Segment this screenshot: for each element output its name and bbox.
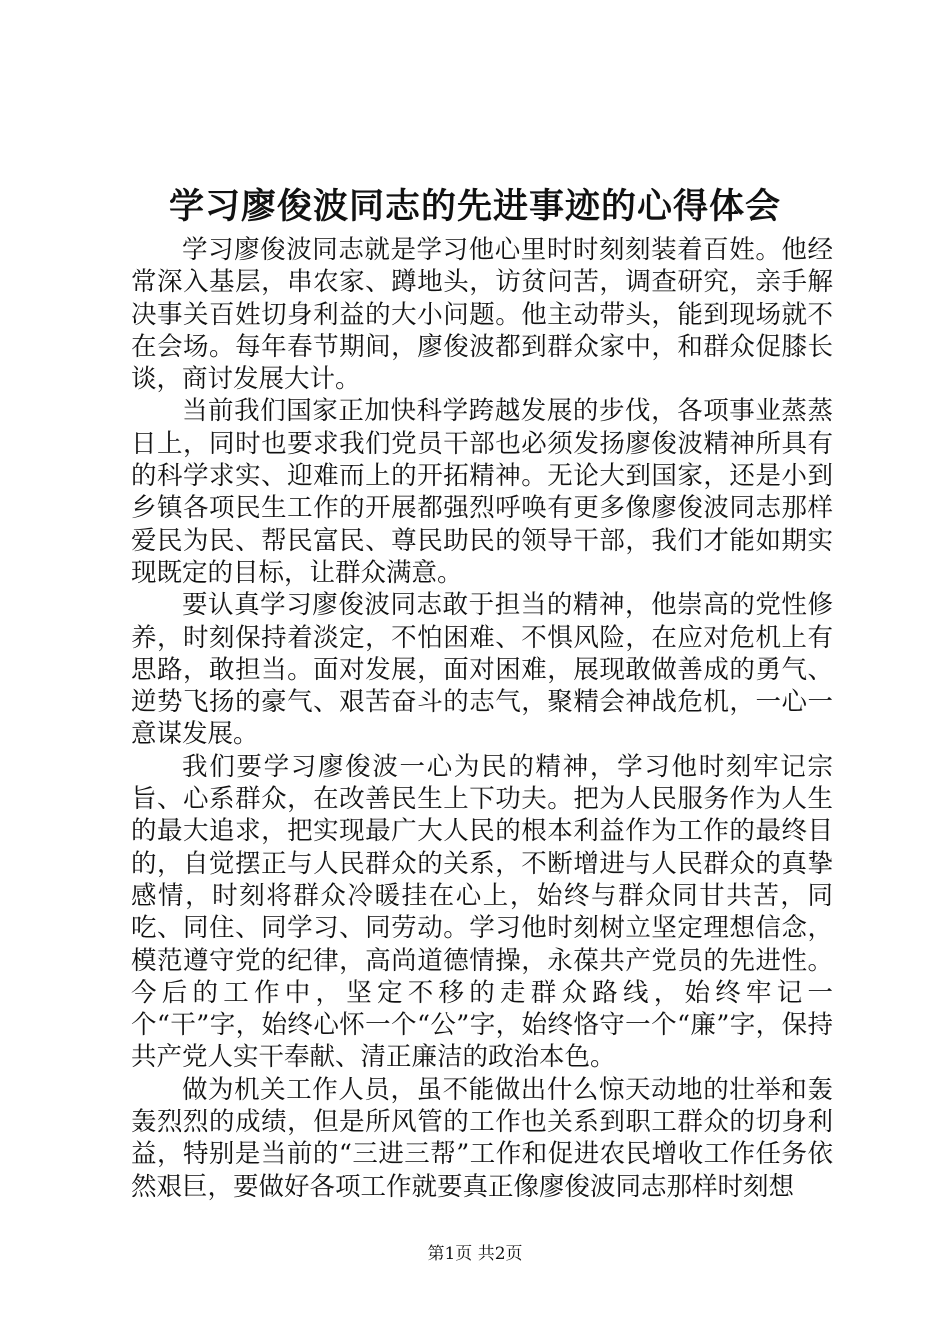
paragraph-2: 当前我们国家正加快科学跨越发展的步伐，各项事业蒸蒸日上，同时也要求我们党员干部也必须发扬廖俊波精神所具有的科学求实、迎难而上的开拓精神。无论大到国家，还是小到乡镇各项民生工作的开展都强烈呼唤有更多像廖俊波同志那样爱民为民、帮民富民、尊民助民的领导干部，我们才能如期实现既定的目标，让群众满意。 — [131, 396, 833, 588]
document-title: 学习廖俊波同志的先进事迹的心得体会 — [168, 186, 781, 227]
paragraph-5: 做为机关工作人员，虽不能做出什么惊天动地的壮举和轰轰烈烈的成绩，但是所风管的工作也关系到职工群众的切身利益，特别是当前的“三进三帮”工作和促进农民增收工作任务依然艰巨，要做好各项工作就要真正像廖俊波同志那样时刻想 — [131, 1074, 833, 1202]
paragraph-4: 我们要学习廖俊波一心为民的精神，学习他时刻牢记宗旨、心系群众，在改善民生上下功夫。把为人民服务作为人生的最大追求，把实现最广大人民的根本利益作为工作的最终目的，自觉摆正与人民群众的关系，不断增进与人民群众的真挚感情，时刻将群众冷暖挂在心上，始终与群众同甘共苦，同吃、同住、同学习、同劳动。学习他时刻树立坚定理想信念，模范遵守党的纪律，高尚道德情操，永葆共产党员的先进性。今后的工作中，坚定不移的走群众路线，始终牢记一个“干”字，始终心怀一个“公”字，始终恪守一个“廉”字，保持共产党人实干奉献、清正廉洁的政治本色。 — [131, 751, 833, 1073]
paragraph-1: 学习廖俊波同志就是学习他心里时时刻刻装着百姓。他经常深入基层，串农家、蹲地头，访贫问苦，调查研究，亲手解决事关百姓切身利益的大小问题。他主动带头，能到现场就不在会场。每年春节期间，廖俊波都到群众家中，和群众促膝长谈，商讨发展大计。 — [131, 235, 833, 395]
page-number-footer: 第1页 共2页 — [427, 1244, 523, 1264]
paragraph-3: 要认真学习廖俊波同志敢于担当的精神，他崇高的党性修养，时刻保持着淡定，不怕困难、不惧风险，在应对危机上有思路，敢担当。面对发展，面对困难，展现敢做善成的勇气、逆势飞扬的豪气、艰苦奋斗的志气，聚精会神战危机，一心一意谋发展。 — [131, 590, 833, 750]
document-body — [131, 234, 833, 1203]
